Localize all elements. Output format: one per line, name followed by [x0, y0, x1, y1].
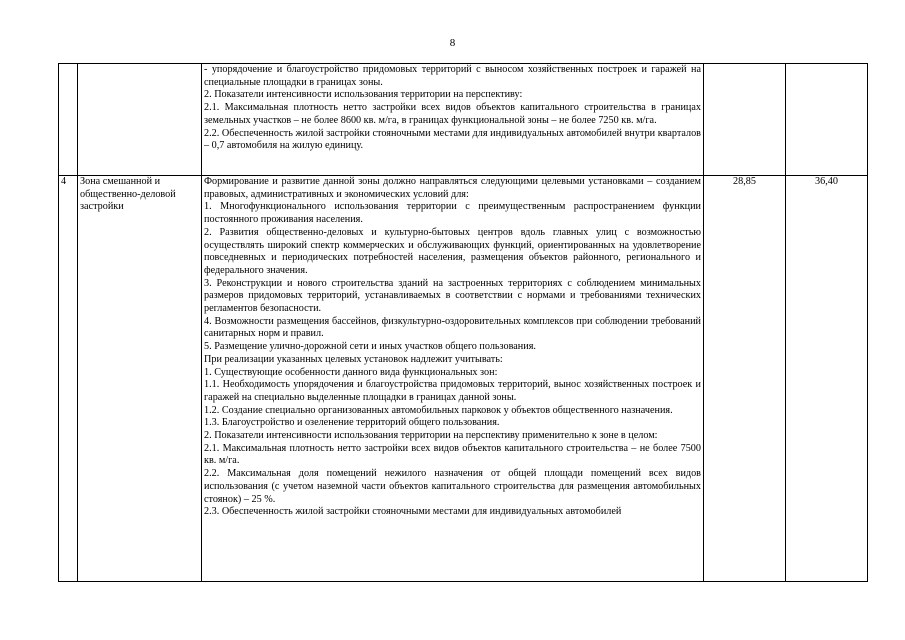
paragraph: 1.3. Благоустройство и озеленение территорий общего пользования. [204, 417, 500, 429]
row-number-text: 4 [61, 176, 67, 187]
row-number-cell [59, 176, 78, 582]
table-row-continued [59, 64, 868, 176]
paragraph: 5. Размещение улично-дорожной сети и иных участков общего пользования. [204, 341, 536, 353]
paragraph: 2. Показатели интенсивности использования территории на перспективу применительно к зоне в целом: [204, 430, 658, 442]
value-cell-2: 36,40 [786, 176, 868, 582]
paragraph: При реализации указанных целевых установок надлежит учитывать: [204, 353, 503, 365]
zone-description-text [204, 176, 701, 581]
zone-name-cell [78, 64, 202, 176]
paragraph: - упорядочение и благоустройство придомовых территорий с выносом хозяйственных построек и гаражей на специальные площадки в границах зоны. [204, 64, 701, 88]
paragraph: 1. Существующие особенности данного вида функциональных зон: [204, 366, 498, 378]
value-cell-1: 28,85 [704, 176, 786, 582]
zone-name-cell [78, 176, 202, 582]
paragraph: 1.1. Необходимость упорядочения и благоустройства придомовых территорий, вынос хозяйственных построек и гаражей на специально выделенные площадки в границах данной зоны. [204, 379, 701, 403]
paragraph: 2.2. Обеспеченность жилой застройки стояночными местами для индивидуальных автомобилей внутри кварталов – 0,7 автомобиля на жилую единицу. [204, 127, 701, 152]
paragraph: 2.1. Максимальная плотность нетто застройки всех видов объектов капитального строительства в границах земельных участков – не более 8600 кв. м/га, в границах функциональной зоны – не более 7250 кв. м/га. [204, 102, 701, 126]
paragraph: 3. Реконструкции и нового строительства зданий на застроенных территориях с соблюдением минимальных размеров придомовых территорий, устанавливаемых в соответствии с нормами и требованиями технических регламентов безопасности. [204, 277, 701, 315]
paragraph: 1.2. Создание специально организованных автомобильных парковок у объектов общественного назначения. [204, 404, 673, 416]
zone-name-text: Зона смешанной и общественно-деловой застройки [80, 176, 176, 213]
table-row-zone-4 [59, 176, 868, 582]
paragraph: 2.3. Обеспеченность жилой застройки стояночными местами для индивидуальных автомобилей [204, 506, 622, 518]
row-number-cell [59, 64, 78, 176]
zone-description-cell [202, 176, 704, 582]
paragraph: 2.2. Максимальная доля помещений нежилого назначения от общей площади помещений всех видов использования (с учетом наземной части объектов капитального строительства для размещения автомобильных стоянок) – 25 %. [204, 468, 701, 505]
page-number: 8 [449, 37, 456, 49]
value-cell-2 [786, 64, 868, 176]
value-cell-1 [704, 64, 786, 176]
zone-description-cell [202, 64, 704, 176]
paragraph: 2.1. Максимальная плотность нетто застройки всех видов объектов капитального строительства – не более 7500 кв. м/га. [204, 442, 701, 467]
paragraph: Формирование и развитие данной зоны должно направляться следующими целевыми установками – созданием правовых, административных и экономических условий для: [204, 176, 701, 200]
zones-table [58, 63, 868, 582]
paragraph: 2. Развития общественно-деловых и культурно-бытовых центров вдоль главных улиц с возможностью осуществлять широкий спектр коммерческих и обслуживающих функций, ориентированных на удовлетворение повседневных и периодических потребностей населения, размещения объектов районного, регионального и федерального значения. [204, 226, 701, 276]
paragraph: 2. Показатели интенсивности использования территории на перспективу: [204, 89, 523, 101]
paragraph: 1. Многофункционального использования территории с преимущественным распространением функции постоянного проживания населения. [204, 201, 701, 226]
paragraph: 4. Возможности размещения бассейнов, физкультурно-оздоровительных комплексов при соблюдении требований санитарных норм и правил. [204, 315, 701, 340]
